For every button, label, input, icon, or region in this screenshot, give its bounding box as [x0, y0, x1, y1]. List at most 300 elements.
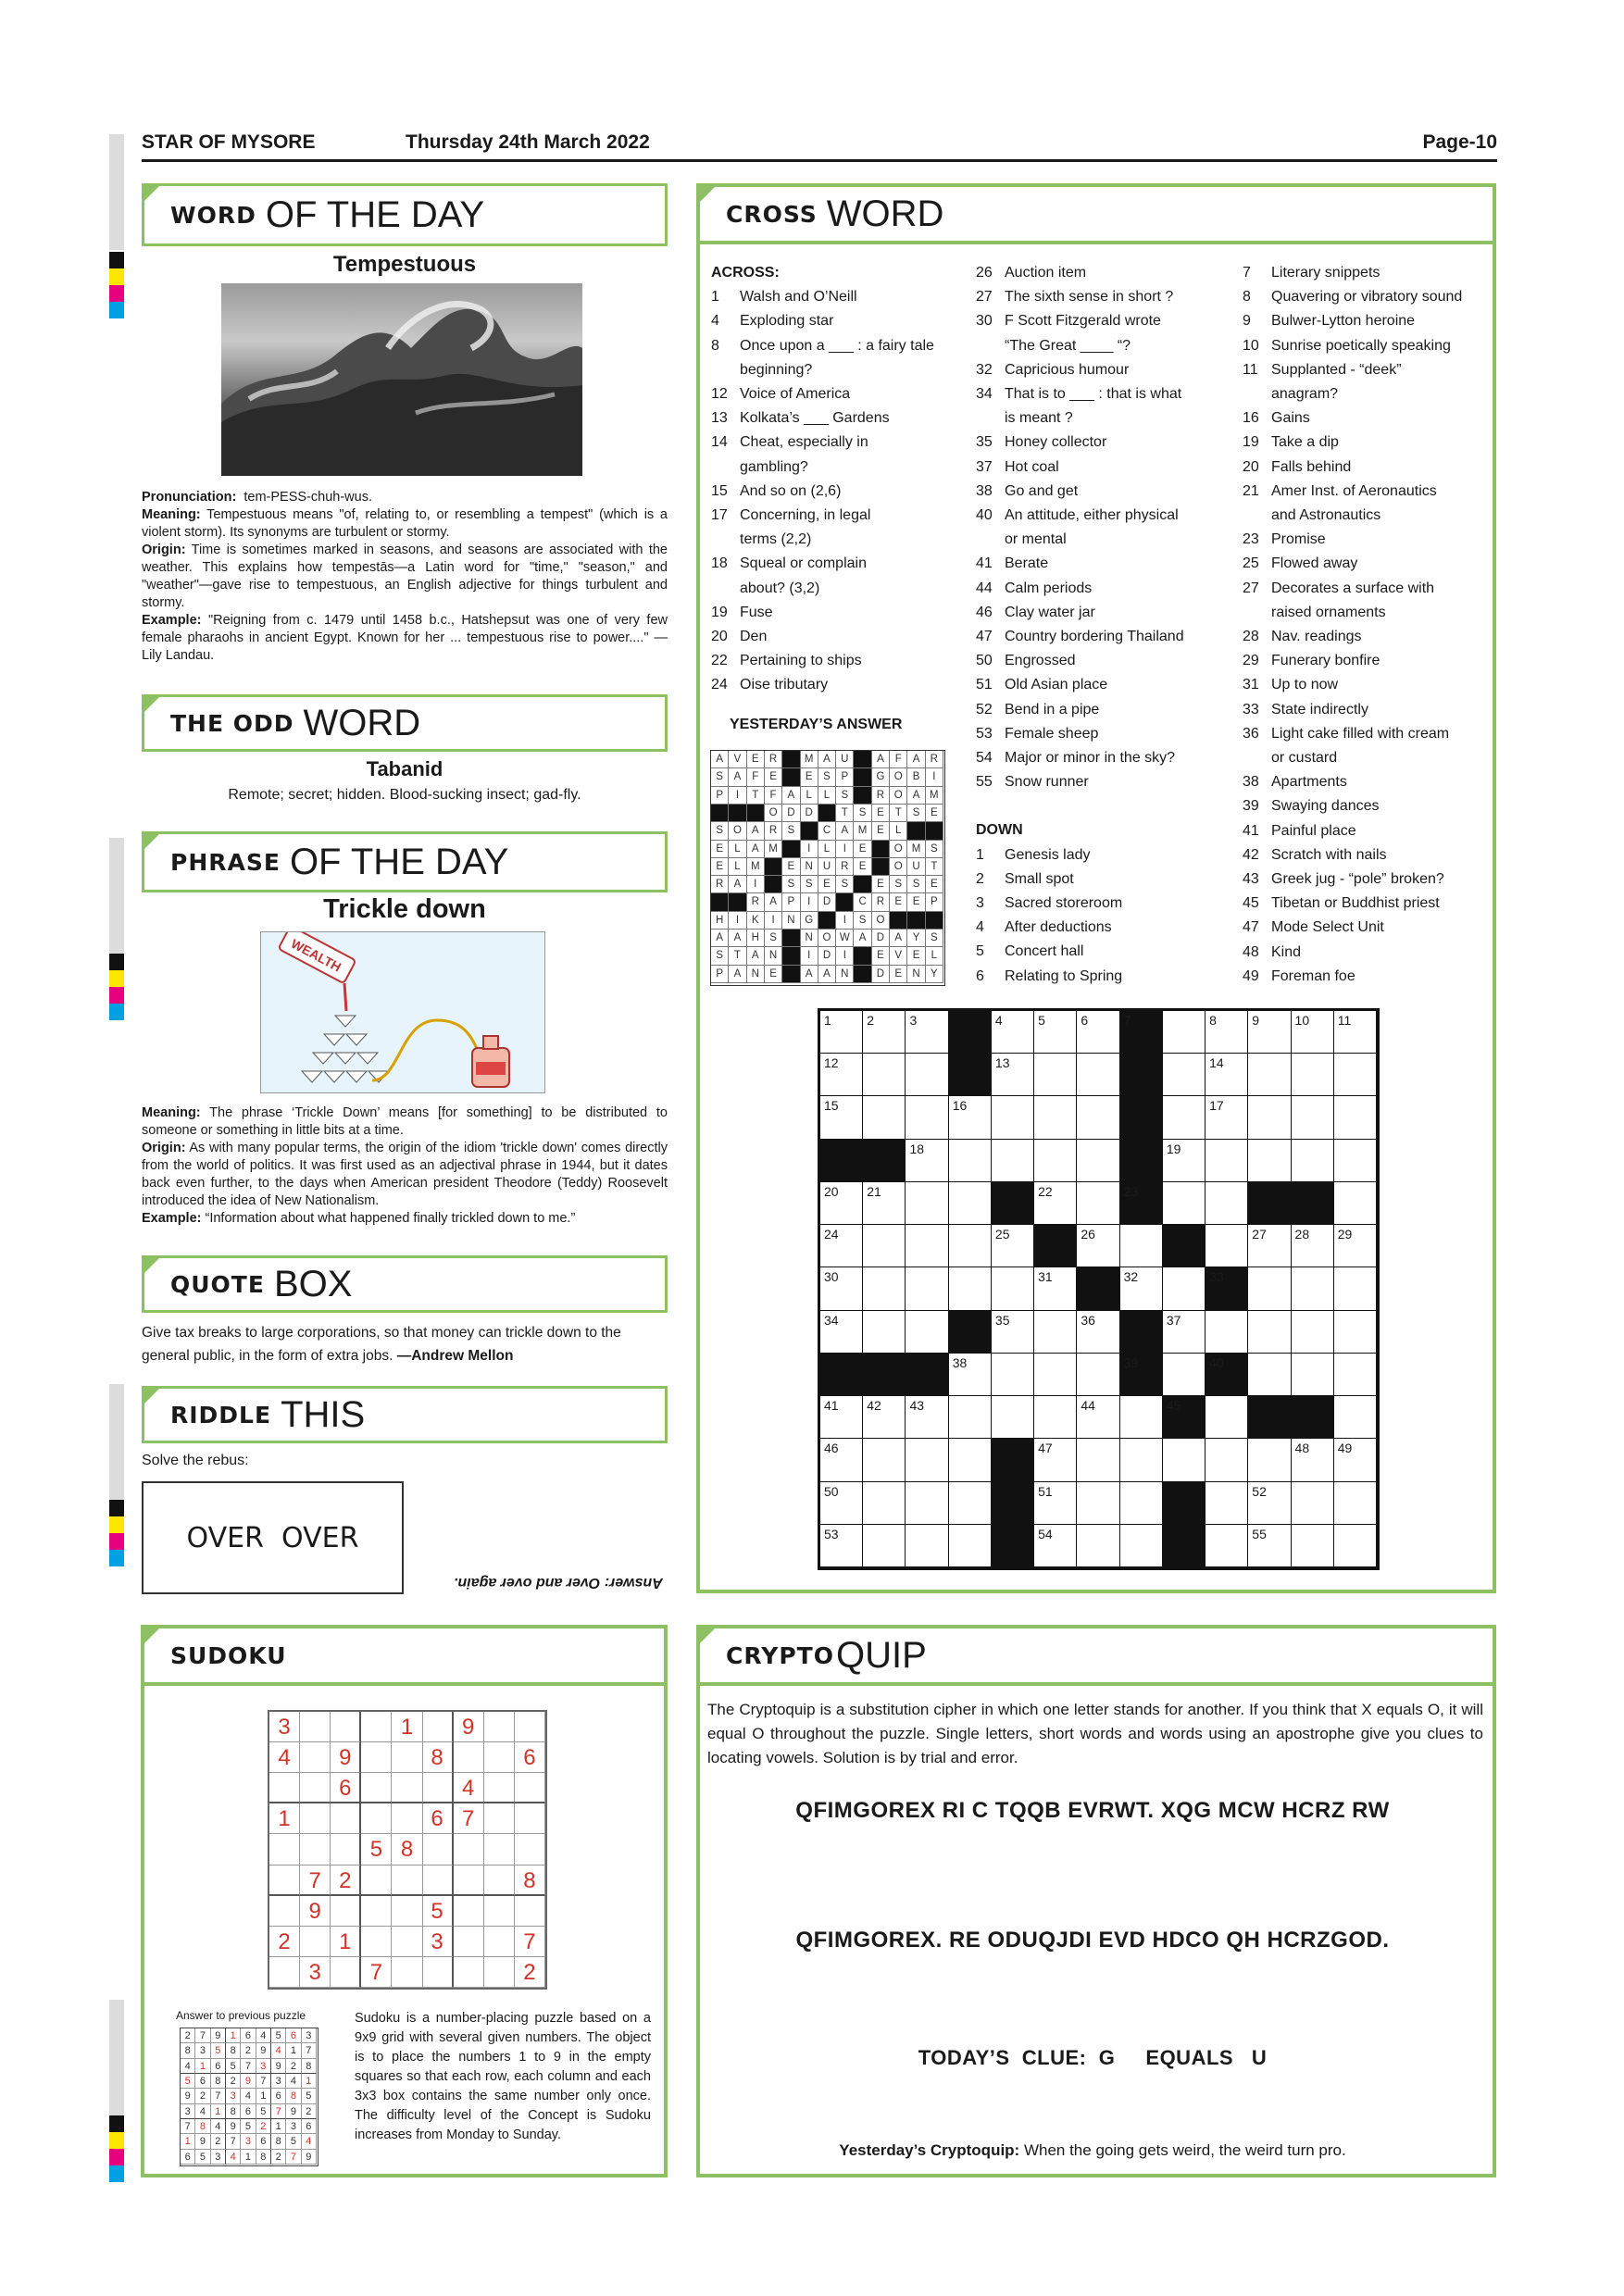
sudoku-cell[interactable]	[361, 1896, 392, 1927]
crossword-cell[interactable]	[1163, 1096, 1206, 1139]
crossword-cell[interactable]: 34	[820, 1311, 863, 1354]
sudoku-cell[interactable]	[484, 1773, 515, 1803]
crossword-cell[interactable]	[1206, 1225, 1248, 1267]
crossword-cell[interactable]: 44	[1077, 1396, 1119, 1439]
clue-item	[976, 770, 1235, 794]
crossword-cell[interactable]	[1077, 1140, 1119, 1182]
crossword-cell[interactable]: 52	[1248, 1482, 1291, 1525]
sudoku-cell[interactable]	[515, 1773, 545, 1803]
sudoku-cell[interactable]	[392, 1866, 422, 1896]
crossword-cell[interactable]: 13	[992, 1054, 1034, 1096]
crossword-black-cell	[1120, 1140, 1163, 1182]
crossword-cell[interactable]: 38	[949, 1354, 992, 1396]
sudoku-cell[interactable]	[484, 1866, 515, 1896]
sudoku-cell[interactable]	[269, 1957, 300, 1988]
answer-cell: E	[872, 822, 890, 840]
sudoku-cell[interactable]	[331, 1834, 361, 1865]
crossword-cell[interactable]	[906, 1096, 948, 1139]
sudoku-answer-cell: 1	[211, 2104, 226, 2119]
sudoku-cell[interactable]: 8	[515, 1866, 545, 1896]
sudoku-cell[interactable]	[423, 1712, 454, 1742]
crossword-cell[interactable]	[1034, 1396, 1077, 1439]
sudoku-cell[interactable]: 9	[300, 1896, 331, 1927]
sudoku-cell[interactable]	[300, 1834, 331, 1865]
crossword-cell[interactable]: 24	[820, 1225, 863, 1267]
crossword-cell[interactable]	[1163, 1011, 1206, 1054]
clue-item	[976, 601, 1235, 625]
answer-cell: A	[782, 787, 800, 805]
answer-cell: R	[765, 822, 782, 840]
sudoku-answer-cell: 3	[211, 2150, 226, 2165]
sudoku-cell[interactable]	[515, 1803, 545, 1834]
clue-item	[976, 382, 1235, 406]
sudoku-cell[interactable]	[392, 1927, 422, 1957]
answer-cell: L	[818, 787, 836, 805]
crossword-cell[interactable]	[863, 1439, 906, 1481]
sudoku-cell[interactable]: 6	[423, 1803, 454, 1834]
cryptoquip-line-2: QFIMGOREX. RE ODUQJDI EVD HDCO QH HCRZGOD.	[795, 1928, 1390, 1953]
clue-item	[1243, 625, 1494, 649]
across-clues-col2	[976, 261, 1235, 989]
crossword-cell[interactable]: 16	[949, 1096, 992, 1139]
crossword-cell[interactable]	[1292, 1054, 1334, 1096]
sudoku-cell[interactable]: 7	[361, 1957, 392, 1988]
pronunciation: tem-PESS-chuh-wus.	[244, 490, 372, 505]
crossword-cell[interactable]: 27	[1248, 1225, 1291, 1267]
crossword-cell[interactable]	[1248, 1096, 1291, 1139]
sudoku-cell[interactable]	[269, 1834, 300, 1865]
crossword-cell[interactable]: 55	[1248, 1525, 1291, 1567]
crossword-cell[interactable]	[1334, 1096, 1377, 1139]
sudoku-cell[interactable]	[484, 1834, 515, 1865]
crossword-cell[interactable]	[1077, 1354, 1119, 1396]
crossword-cell[interactable]	[863, 1482, 906, 1525]
crossword-cell[interactable]: 29	[1334, 1225, 1377, 1267]
sudoku-cell[interactable]: 5	[423, 1896, 454, 1927]
answer-cell: E	[926, 876, 943, 893]
sudoku-cell[interactable]: 4	[454, 1773, 484, 1803]
crossword-cell[interactable]	[949, 1396, 992, 1439]
crossword-cell[interactable]	[1034, 1096, 1077, 1139]
sudoku-cell[interactable]	[300, 1773, 331, 1803]
sudoku-cell[interactable]	[484, 1927, 515, 1957]
sudoku-cell[interactable]	[484, 1896, 515, 1927]
example: "Reigning from c. 1479 until 1458 b.c., Hatshepsut was one of very few female pharaohs in ancient Egypt. Known for her ... tempestuous rise to power...." — Lily Landau.	[142, 613, 668, 663]
sudoku-cell[interactable]: 2	[515, 1957, 545, 1988]
crossword-cell[interactable]	[1034, 1311, 1077, 1354]
crossword-cell[interactable]	[1292, 1525, 1334, 1567]
crossword-cell[interactable]	[1248, 1354, 1291, 1396]
sudoku-cell[interactable]: 7	[515, 1927, 545, 1957]
crossword-cell[interactable]: 9	[1248, 1011, 1291, 1054]
crossword-cell[interactable]	[1206, 1525, 1248, 1567]
crossword-cell[interactable]	[1248, 1140, 1291, 1182]
answer-cell: E	[782, 858, 800, 876]
answer-cell: V	[729, 751, 746, 768]
crossword-cell[interactable]	[1334, 1182, 1377, 1225]
label: Meaning:	[142, 507, 201, 522]
crossword-cell[interactable]	[1077, 1439, 1119, 1481]
sudoku-cell[interactable]	[484, 1803, 515, 1834]
crossword-cell[interactable]	[992, 1140, 1034, 1182]
crossword-cell[interactable]	[1206, 1140, 1248, 1182]
crossword-cell[interactable]	[863, 1525, 906, 1567]
sudoku-cell[interactable]	[361, 1803, 392, 1834]
crossword-cell[interactable]	[1248, 1054, 1291, 1096]
title-suffix: QUIP	[835, 1634, 927, 1676]
sudoku-cell[interactable]: 3	[300, 1957, 331, 1988]
crossword-cell[interactable]	[1163, 1439, 1206, 1481]
sudoku-answer-cell: 6	[181, 2150, 195, 2165]
answer-cell: E	[711, 841, 729, 858]
sudoku-cell[interactable]: 6	[515, 1742, 545, 1773]
crossword-cell[interactable]: 10	[1292, 1011, 1334, 1054]
crossword-cell[interactable]	[1206, 1482, 1248, 1525]
crossword-cell[interactable]	[992, 1096, 1034, 1139]
clue-number: 20	[711, 629, 728, 645]
crossword-cell[interactable]	[1248, 1311, 1291, 1354]
crossword-cell[interactable]	[992, 1396, 1034, 1439]
clue-number: 55	[976, 774, 993, 791]
crossword-cell[interactable]: 30	[820, 1267, 863, 1310]
crossword-cell[interactable]	[1292, 1311, 1334, 1354]
sudoku-cell[interactable]	[392, 1896, 422, 1927]
sudoku-answer-cell: 1	[271, 2119, 286, 2134]
crossword-cell[interactable]	[1120, 1225, 1163, 1267]
crossword-cell[interactable]: 18	[906, 1140, 948, 1182]
crossword-cell[interactable]	[1206, 1439, 1248, 1481]
clue-number: 12	[711, 386, 728, 403]
sudoku-cell[interactable]	[331, 1896, 361, 1927]
sudoku-cell[interactable]: 7	[454, 1803, 484, 1834]
clue-item	[976, 285, 1235, 309]
sudoku-cell[interactable]	[361, 1866, 392, 1896]
sudoku-cell[interactable]	[515, 1896, 545, 1927]
crossword-cell[interactable]: 36	[1077, 1311, 1119, 1354]
sudoku-cell[interactable]	[392, 1773, 422, 1803]
crossword-cell[interactable]: 8	[1206, 1011, 1248, 1054]
crossword-cell[interactable]	[1163, 1054, 1206, 1096]
sudoku-answer-cell: 2	[181, 2028, 195, 2043]
crossword-cell[interactable]	[1334, 1354, 1377, 1396]
clue-number	[711, 577, 740, 601]
crossword-cell[interactable]: 31	[1034, 1267, 1077, 1310]
clue-text: Kolkata’s ___ Gardens	[740, 410, 890, 427]
sudoku-cell[interactable]	[392, 1803, 422, 1834]
crossword-cell[interactable]	[1120, 1482, 1163, 1525]
crossword-cell[interactable]: 37	[1163, 1311, 1206, 1354]
sudoku-cell[interactable]	[454, 1896, 484, 1927]
clue-item	[711, 285, 961, 309]
label: Pronunciation:	[142, 490, 237, 505]
crossword-cell[interactable]: 21	[863, 1182, 906, 1225]
crossword-cell[interactable]	[863, 1096, 906, 1139]
crossword-cell[interactable]	[906, 1482, 948, 1525]
answer-cell: I	[836, 841, 854, 858]
sudoku-cell[interactable]	[331, 1803, 361, 1834]
crossword-cell[interactable]	[1163, 1182, 1206, 1225]
crossword-cell[interactable]	[1077, 1054, 1119, 1096]
crossword-cell[interactable]: 35	[992, 1311, 1034, 1354]
clue-number: 41	[976, 555, 993, 572]
crossword-cell[interactable]	[1077, 1482, 1119, 1525]
crossword-cell[interactable]: 20	[820, 1182, 863, 1225]
crossword-cell[interactable]	[1292, 1267, 1334, 1310]
crossword-cell[interactable]	[1120, 1525, 1163, 1567]
crossword-cell[interactable]	[863, 1311, 906, 1354]
crossword-cell[interactable]: 1	[820, 1011, 863, 1054]
sudoku-cell[interactable]	[300, 1803, 331, 1834]
crossword-cell[interactable]	[1077, 1182, 1119, 1225]
crossword-cell[interactable]: 3	[906, 1011, 948, 1054]
sudoku-cell[interactable]: 2	[331, 1866, 361, 1896]
crossword-cell[interactable]	[1206, 1311, 1248, 1354]
crossword-cell[interactable]	[906, 1439, 948, 1481]
page-header	[142, 131, 1497, 161]
sudoku-cell[interactable]	[361, 1742, 392, 1773]
answer-black-cell	[711, 805, 729, 822]
crossword-cell[interactable]	[1248, 1439, 1291, 1481]
crossword-cell[interactable]	[863, 1225, 906, 1267]
phrase-of-day-phrase: Trickle down	[323, 894, 486, 924]
crossword-cell[interactable]	[863, 1054, 906, 1096]
crossword-cell[interactable]	[906, 1225, 948, 1267]
sudoku-cell[interactable]: 8	[423, 1742, 454, 1773]
sudoku-answer-cell: 4	[226, 2150, 241, 2165]
crossword-cell[interactable]	[1334, 1140, 1377, 1182]
sudoku-cell[interactable]: 1	[392, 1712, 422, 1742]
crossword-cell[interactable]	[1206, 1182, 1248, 1225]
clue-number: 2	[976, 870, 984, 887]
sudoku-cell[interactable]	[269, 1773, 300, 1803]
crossword-cell[interactable]: 41	[820, 1396, 863, 1439]
crossword-cell[interactable]	[1334, 1482, 1377, 1525]
crossword-grid[interactable]	[818, 1008, 1380, 1570]
crossword-cell[interactable]	[1034, 1054, 1077, 1096]
answer-cell: B	[907, 768, 925, 786]
crossword-cell[interactable]	[1077, 1525, 1119, 1567]
crossword-cell[interactable]: 51	[1034, 1482, 1077, 1525]
crossword-cell[interactable]: 43	[906, 1396, 948, 1439]
crossword-cell[interactable]	[1334, 1054, 1377, 1096]
crossword-cell[interactable]	[1163, 1267, 1206, 1310]
crossword-cell[interactable]	[949, 1267, 992, 1310]
answer-cell: D	[818, 893, 836, 911]
crossword-cell[interactable]	[949, 1140, 992, 1182]
printer-mark-yellow	[109, 2132, 124, 2149]
answer-cell: E	[801, 768, 818, 786]
crossword-cell[interactable]: 46	[820, 1439, 863, 1481]
crossword-cell[interactable]	[949, 1225, 992, 1267]
crossword-cell[interactable]	[1292, 1140, 1334, 1182]
answer-cell: I	[765, 912, 782, 930]
clue-item	[711, 649, 961, 673]
sudoku-cell[interactable]	[361, 1712, 392, 1742]
crossword-cell[interactable]	[1292, 1096, 1334, 1139]
sudoku-cell[interactable]	[423, 1834, 454, 1865]
answer-black-cell	[729, 893, 746, 911]
crossword-cell[interactable]: 6	[1077, 1011, 1119, 1054]
quote-text	[142, 1321, 668, 1367]
sudoku-cell[interactable]	[423, 1773, 454, 1803]
sudoku-answer-cell: 7	[241, 2059, 256, 2074]
crossword-cell[interactable]	[1163, 1354, 1206, 1396]
sudoku-cell[interactable]	[269, 1896, 300, 1927]
clue-text: Oise tributary	[740, 677, 829, 693]
crossword-cell[interactable]	[906, 1182, 948, 1225]
crossword-cell[interactable]: 54	[1034, 1525, 1077, 1567]
crossword-cell[interactable]	[1120, 1439, 1163, 1481]
quote-author: —Andrew Mellon	[396, 1348, 514, 1364]
sudoku-answer-cell: 5	[256, 2104, 271, 2119]
crossword-cell[interactable]: 19	[1163, 1140, 1206, 1182]
crossword-cell[interactable]: 5	[1034, 1011, 1077, 1054]
sudoku-cell[interactable]: 5	[361, 1834, 392, 1865]
crossword-cell[interactable]: 11	[1334, 1011, 1377, 1054]
sudoku-cell[interactable]	[392, 1957, 422, 1988]
clue-item	[1243, 867, 1494, 892]
sudoku-cell[interactable]: 1	[331, 1927, 361, 1957]
sudoku-cell[interactable]: 9	[454, 1712, 484, 1742]
crossword-cell[interactable]: 4	[992, 1011, 1034, 1054]
crossword-cell[interactable]	[1077, 1096, 1119, 1139]
crossword-cell[interactable]	[1248, 1267, 1291, 1310]
sudoku-cell[interactable]: 6	[331, 1773, 361, 1803]
crossword-cell[interactable]	[1334, 1267, 1377, 1310]
clue-text: gambling?	[740, 458, 808, 475]
crossword-cell[interactable]: 17	[1206, 1096, 1248, 1139]
clue-item	[976, 940, 1235, 964]
clue-number: 47	[1243, 919, 1259, 936]
crossword-cell[interactable]: 48	[1292, 1439, 1334, 1481]
clue-number: 30	[976, 313, 993, 330]
clue-number: 24	[711, 677, 728, 693]
answer-black-cell	[926, 822, 943, 840]
odd-word-definition: Remote; secret; hidden. Blood-sucking insect; gad-fly.	[228, 787, 581, 803]
crossword-cell[interactable]	[1034, 1140, 1077, 1182]
crossword-cell[interactable]: 12	[820, 1054, 863, 1096]
crossword-cell[interactable]: 53	[820, 1525, 863, 1567]
crossword-cell[interactable]: 42	[863, 1396, 906, 1439]
crossword-cell[interactable]: 2	[863, 1011, 906, 1054]
sudoku-answer-cell: 1	[181, 2134, 195, 2149]
crossword-cell[interactable]	[906, 1054, 948, 1096]
sudoku-cell[interactable]: 3	[269, 1712, 300, 1742]
sudoku-cell[interactable]: 7	[300, 1866, 331, 1896]
sudoku-cell[interactable]	[423, 1866, 454, 1896]
crossword-cell[interactable]	[1334, 1525, 1377, 1567]
crossword-cell[interactable]	[1206, 1396, 1248, 1439]
crossword-cell[interactable]	[906, 1525, 948, 1567]
crossword-cell[interactable]: 26	[1077, 1225, 1119, 1267]
sudoku-cell[interactable]	[300, 1927, 331, 1957]
crossword-cell[interactable]	[1292, 1482, 1334, 1525]
answer-cell: M	[801, 751, 818, 768]
sudoku-cell[interactable]	[454, 1834, 484, 1865]
crossword-cell[interactable]	[949, 1439, 992, 1481]
crossword-cell[interactable]	[863, 1267, 906, 1310]
sudoku-cell[interactable]	[300, 1742, 331, 1773]
answer-cell: O	[890, 841, 907, 858]
sudoku-cell[interactable]	[454, 1742, 484, 1773]
crossword-cell[interactable]: 50	[820, 1482, 863, 1525]
sudoku-cell[interactable]	[423, 1957, 454, 1988]
crossword-cell[interactable]	[906, 1311, 948, 1354]
sudoku-cell[interactable]	[484, 1742, 515, 1773]
sudoku-cell[interactable]: 1	[269, 1803, 300, 1834]
crossword-cell[interactable]	[992, 1354, 1034, 1396]
sudoku-cell[interactable]	[454, 1866, 484, 1896]
answer-cell: O	[890, 858, 907, 876]
crossword-cell[interactable]	[906, 1267, 948, 1310]
clue-number: 42	[1243, 846, 1259, 863]
sudoku-cell[interactable]	[331, 1712, 361, 1742]
sudoku-cell[interactable]: 8	[392, 1834, 422, 1865]
crossword-cell[interactable]	[1334, 1396, 1377, 1439]
sudoku-grid[interactable]	[268, 1710, 547, 1990]
answer-cell: I	[836, 947, 854, 965]
crossword-cell[interactable]	[949, 1525, 992, 1567]
sudoku-cell[interactable]	[300, 1712, 331, 1742]
sudoku-answer-cell: 6	[302, 2119, 317, 2134]
answer-cell: I	[801, 947, 818, 965]
clue-item	[1243, 892, 1494, 916]
clue-number: 21	[1243, 482, 1259, 499]
clue-text: Sunrise poetically speaking	[1271, 337, 1451, 354]
crossword-cell[interactable]: 49	[1334, 1439, 1377, 1481]
crossword-cell[interactable]: 47	[1034, 1439, 1077, 1481]
sudoku-cell[interactable]	[361, 1773, 392, 1803]
sudoku-cell[interactable]	[484, 1957, 515, 1988]
sudoku-cell[interactable]	[515, 1712, 545, 1742]
crossword-cell[interactable]	[1292, 1354, 1334, 1396]
sudoku-cell[interactable]: 3	[423, 1927, 454, 1957]
clue-item	[1243, 794, 1494, 818]
crossword-cell[interactable]: 14	[1206, 1054, 1248, 1096]
sudoku-cell[interactable]	[484, 1712, 515, 1742]
sudoku-cell[interactable]: 9	[331, 1742, 361, 1773]
sudoku-cell[interactable]	[331, 1957, 361, 1988]
sudoku-answer-cell: 5	[271, 2028, 286, 2043]
sudoku-cell[interactable]	[515, 1834, 545, 1865]
crossword-cell[interactable]	[949, 1482, 992, 1525]
sudoku-cell[interactable]	[454, 1927, 484, 1957]
answer-cell: T	[836, 805, 854, 822]
answer-black-cell	[854, 966, 871, 983]
sudoku-cell[interactable]: 2	[269, 1927, 300, 1957]
clue-text: Walsh and O’Neill	[740, 289, 857, 306]
sudoku-cell[interactable]	[392, 1742, 422, 1773]
sudoku-cell[interactable]	[269, 1866, 300, 1896]
sudoku-cell[interactable]: 4	[269, 1742, 300, 1773]
sudoku-cell[interactable]	[361, 1927, 392, 1957]
crossword-cell[interactable]: 25	[992, 1225, 1034, 1267]
crossword-cell[interactable]	[1334, 1311, 1377, 1354]
answer-cell: T	[926, 858, 943, 876]
crossword-cell[interactable]	[1034, 1354, 1077, 1396]
crossword-cell[interactable]: 32	[1120, 1267, 1163, 1310]
crossword-black-cell: 7	[1120, 1011, 1163, 1054]
crossword-cell[interactable]	[949, 1182, 992, 1225]
crossword-cell[interactable]: 28	[1292, 1225, 1334, 1267]
clue-text: Take a dip	[1271, 434, 1339, 451]
crossword-cell[interactable]	[1120, 1396, 1163, 1439]
crossword-cell[interactable]: 22	[1034, 1182, 1077, 1225]
sudoku-answer-cell: 9	[271, 2059, 286, 2074]
crossword-cell[interactable]	[992, 1267, 1034, 1310]
sudoku-cell[interactable]	[454, 1957, 484, 1988]
crossword-cell[interactable]: 15	[820, 1096, 863, 1139]
